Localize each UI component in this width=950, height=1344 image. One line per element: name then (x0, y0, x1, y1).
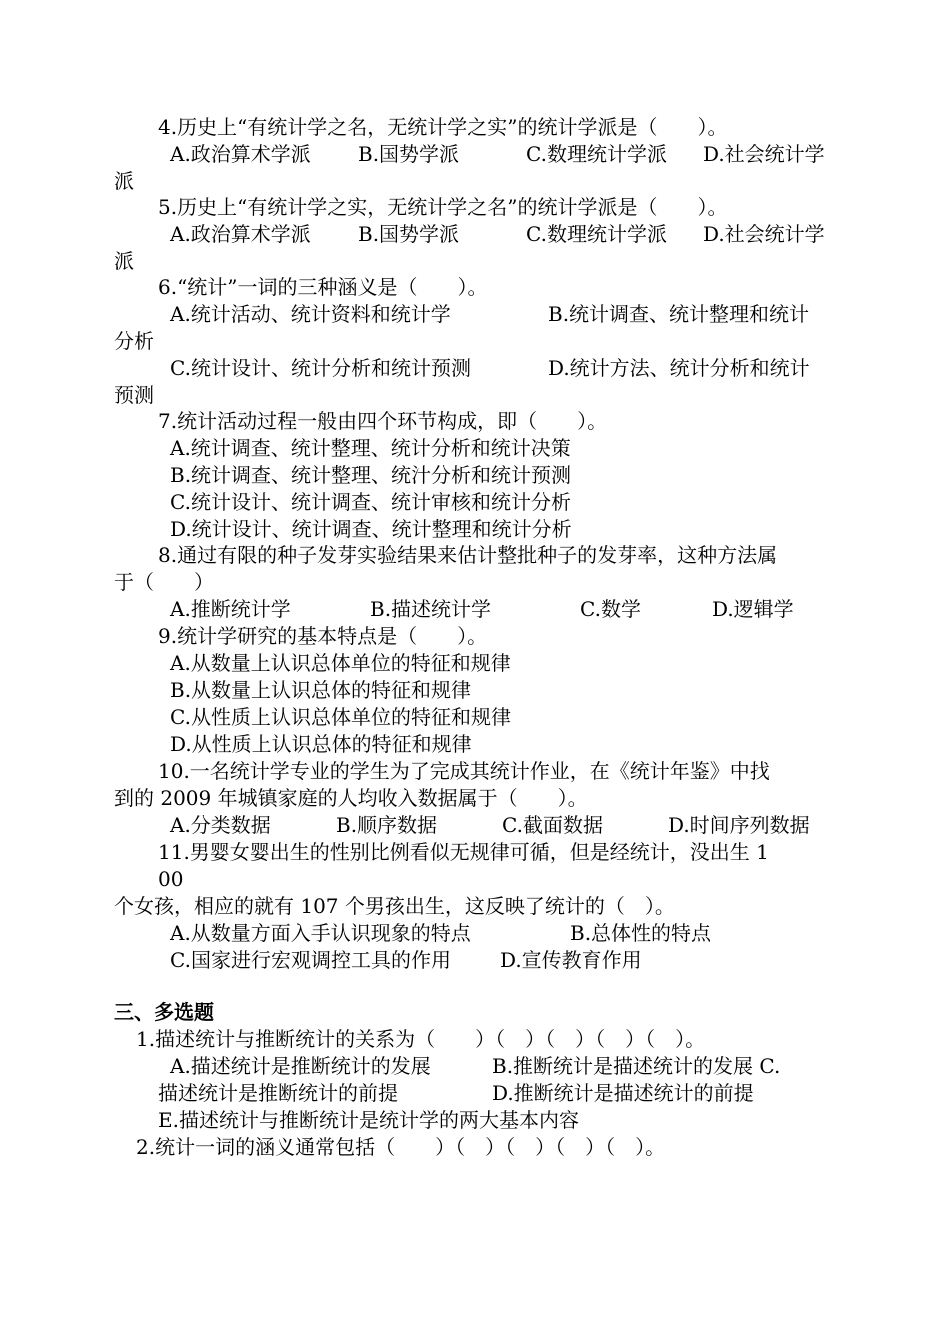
question-8-option-b: B.描述统计学 (370, 597, 492, 621)
question-10-option-a: A.分类数据 (170, 813, 271, 837)
question-6-stem: 6.“统计”一词的三种涵义是（ ）。 (158, 275, 488, 299)
question-6-option-b-cont: 分析 (114, 329, 154, 353)
question-4-option-b: B.国势学派 (358, 142, 460, 166)
multi-question-1-option-c-cont: 描述统计是推断统计的前提 (158, 1081, 398, 1105)
question-9-stem: 9.统计学研究的基本特点是（ ）。 (158, 624, 488, 648)
question-11-stem: 11.男婴女婴出生的性别比例看似无规律可循，但是经统计，没出生 1 (158, 840, 769, 864)
question-9-option-b: B.从数量上认识总体的特征和规律 (170, 678, 472, 702)
question-5-option-a: A.政治算术学派 (170, 222, 311, 246)
question-11-stem-cont-1: 00 (158, 867, 184, 891)
multi-question-1-stem: 1.描述统计与推断统计的关系为（ ）（ ）（ ）（ ）（ ）。 (136, 1027, 706, 1051)
question-5-stem: 5.历史上“有统计学之实，无统计学之名”的统计学派是（ ）。 (158, 195, 728, 219)
question-6-option-a: A.统计活动、统计资料和统计学 (170, 302, 451, 326)
multi-question-1-option-a: A.描述统计是推断统计的发展 (170, 1054, 431, 1078)
question-8-option-c: C.数学 (580, 597, 641, 621)
question-4-option-d: D.社会统计学 (703, 142, 825, 166)
question-4-option-d-cont: 派 (114, 169, 134, 193)
multi-question-2-stem: 2.统计一词的涵义通常包括（ ）（ ）（ ）（ ）（ ）。 (136, 1135, 666, 1159)
question-8-option-d: D.逻辑学 (712, 597, 794, 621)
question-11-option-a: A.从数量方面入手认识现象的特点 (170, 921, 471, 945)
question-8-stem-cont: 于（ ） (114, 570, 214, 594)
question-10-stem: 10.一名统计学专业的学生为了完成其统计作业，在《统计年鉴》中找 (158, 759, 770, 783)
question-9-option-a: A.从数量上认识总体单位的特征和规律 (170, 651, 511, 675)
question-7-option-a: A.统计调查、统计整理、统计分析和统计决策 (170, 436, 571, 460)
question-6-option-c: C.统计设计、统计分析和统计预测 (170, 356, 471, 380)
question-9-option-d: D.从性质上认识总体的特征和规律 (170, 732, 472, 756)
question-5-option-d-cont: 派 (114, 249, 134, 273)
question-10-stem-cont: 到的 2009 年城镇家庭的人均收入数据属于（ ）。 (114, 786, 588, 810)
question-11-option-b: B.总体性的特点 (570, 921, 712, 945)
question-6-option-d: D.统计方法、统计分析和统计 (548, 356, 810, 380)
question-8-option-a: A.推断统计学 (170, 597, 291, 621)
question-11-stem-cont-2: 个女孩，相应的就有 107 个男孩出生，这反映了统计的（ ）。 (114, 894, 675, 918)
multi-question-1-option-b-c: B.推断统计是描述统计的发展 C. (492, 1054, 781, 1078)
question-10-option-d: D.时间序列数据 (668, 813, 810, 837)
question-11-option-c: C.国家进行宏观调控工具的作用 (170, 948, 451, 972)
question-7-option-d: D.统计设计、统计调查、统计整理和统计分析 (170, 517, 572, 541)
question-4-stem: 4.历史上“有统计学之名，无统计学之实”的统计学派是（ ）。 (158, 115, 728, 139)
multi-question-1-option-e: E.描述统计与推断统计是统计学的两大基本内容 (158, 1108, 579, 1132)
question-10-option-c: C.截面数据 (502, 813, 603, 837)
section-heading: 三、多选题 (114, 1000, 214, 1024)
question-5-option-b: B.国势学派 (358, 222, 460, 246)
question-7-option-b: B.统计调查、统计整理、统汁分析和统计预测 (170, 463, 572, 487)
question-9-option-c: C.从性质上认识总体单位的特征和规律 (170, 705, 511, 729)
question-8-stem: 8.通过有限的种子发芽实验结果来估计整批种子的发芽率，这种方法属 (158, 543, 778, 567)
question-5-option-d: D.社会统计学 (703, 222, 825, 246)
question-6-option-b: B.统计调查、统计整理和统计 (548, 302, 810, 326)
question-4-option-a: A.政治算术学派 (170, 142, 311, 166)
question-11-option-d: D.宣传教育作用 (500, 948, 642, 972)
question-7-stem: 7.统计活动过程一般由四个环节构成，即（ ）。 (158, 409, 608, 433)
multi-question-1-option-d: D.推断统计是描述统计的前提 (492, 1081, 754, 1105)
question-4-option-c: C.数理统计学派 (526, 142, 667, 166)
question-7-option-c: C.统计设计、统计调查、统计审核和统计分析 (170, 490, 571, 514)
question-10-option-b: B.顺序数据 (336, 813, 438, 837)
question-6-option-d-cont: 预测 (114, 383, 154, 407)
question-5-option-c: C.数理统计学派 (526, 222, 667, 246)
